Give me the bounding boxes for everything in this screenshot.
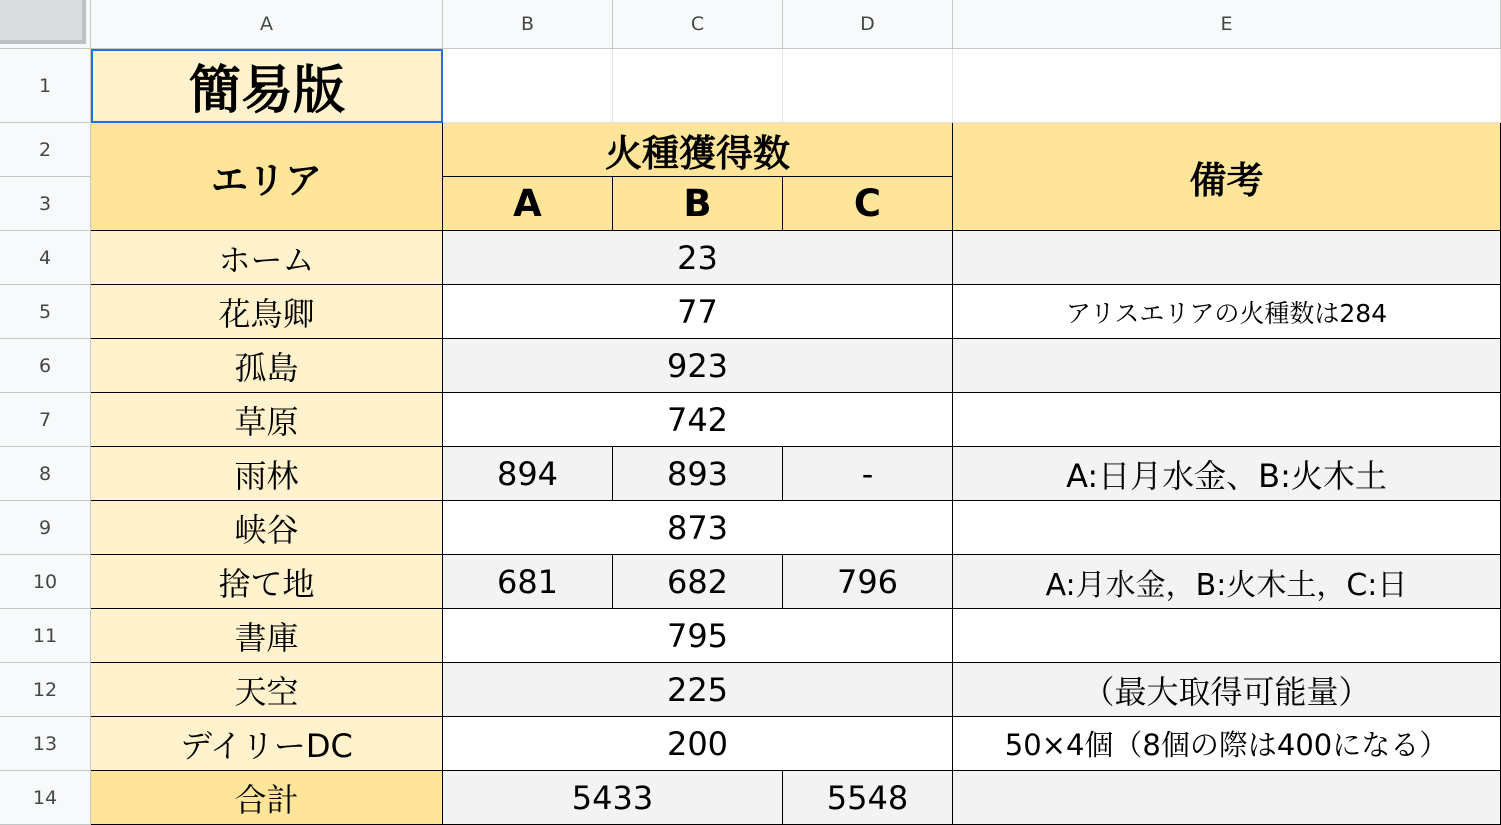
column-header-a[interactable]: A [91,0,443,49]
row-header-12[interactable]: 12 [0,663,91,717]
sub-header-a[interactable]: A [443,177,613,231]
note-cell[interactable] [953,501,1501,555]
row-header-9[interactable]: 9 [0,501,91,555]
column-header-e[interactable]: E [953,0,1501,49]
area-cell[interactable]: 花鳥卿 [91,285,443,339]
cell-e1[interactable] [953,49,1501,123]
total-ab-cell[interactable]: 5433 [443,771,783,825]
select-all-corner[interactable] [0,0,91,49]
count-cell-c[interactable]: 796 [783,555,953,609]
row-header-5[interactable]: 5 [0,285,91,339]
note-cell[interactable] [953,339,1501,393]
count-cell-a[interactable]: 894 [443,447,613,501]
note-cell[interactable] [953,609,1501,663]
note-cell[interactable] [953,393,1501,447]
note-cell[interactable]: 50×4個（8個の際は400になる） [953,717,1501,771]
cell-b1[interactable] [443,49,613,123]
cell-c1[interactable] [613,49,783,123]
row-header-13[interactable]: 13 [0,717,91,771]
area-cell[interactable]: 雨林 [91,447,443,501]
sub-header-b[interactable]: B [613,177,783,231]
area-cell[interactable]: 峡谷 [91,501,443,555]
total-c-cell[interactable]: 5548 [783,771,953,825]
count-cell-b[interactable]: 893 [613,447,783,501]
column-header-b[interactable]: B [443,0,613,49]
cell-d1[interactable] [783,49,953,123]
row-header-1[interactable]: 1 [0,49,91,123]
row-header-2[interactable]: 2 [0,123,91,177]
count-cell[interactable]: 795 [443,609,953,663]
total-label[interactable]: 合計 [91,771,443,825]
note-cell[interactable]: A:日月水金、B:火木土 [953,447,1501,501]
row-header-14[interactable]: 14 [0,771,91,825]
count-header[interactable]: 火種獲得数 [443,123,953,177]
title-cell[interactable]: 簡易版 [91,49,443,123]
count-cell[interactable]: 200 [443,717,953,771]
area-cell[interactable]: ホーム [91,231,443,285]
count-cell-b[interactable]: 682 [613,555,783,609]
row-header-8[interactable]: 8 [0,447,91,501]
count-cell[interactable]: 873 [443,501,953,555]
count-cell[interactable]: 923 [443,339,953,393]
area-cell[interactable]: 書庫 [91,609,443,663]
column-header-c[interactable]: C [613,0,783,49]
column-header-d[interactable]: D [783,0,953,49]
area-cell[interactable]: 天空 [91,663,443,717]
row-header-6[interactable]: 6 [0,339,91,393]
area-header[interactable]: エリア [91,123,443,231]
row-header-11[interactable]: 11 [0,609,91,663]
count-cell[interactable]: 225 [443,663,953,717]
row-header-3[interactable]: 3 [0,177,91,231]
area-cell[interactable]: 孤島 [91,339,443,393]
count-cell[interactable]: 77 [443,285,953,339]
notes-header[interactable]: 備考 [953,123,1501,231]
area-cell[interactable]: デイリーDC [91,717,443,771]
row-header-7[interactable]: 7 [0,393,91,447]
note-cell[interactable] [953,231,1501,285]
sub-header-c[interactable]: C [783,177,953,231]
note-cell[interactable]: アリスエリアの火種数は284 [953,285,1501,339]
count-cell-a[interactable]: 681 [443,555,613,609]
count-cell-c[interactable]: - [783,447,953,501]
note-cell[interactable]: （最大取得可能量） [953,663,1501,717]
count-cell[interactable]: 742 [443,393,953,447]
total-note-cell[interactable] [953,771,1501,825]
row-header-10[interactable]: 10 [0,555,91,609]
area-cell[interactable]: 草原 [91,393,443,447]
note-cell[interactable]: A:月水金，B:火木土，C:日 [953,555,1501,609]
count-cell[interactable]: 23 [443,231,953,285]
area-cell[interactable]: 捨て地 [91,555,443,609]
row-header-4[interactable]: 4 [0,231,91,285]
